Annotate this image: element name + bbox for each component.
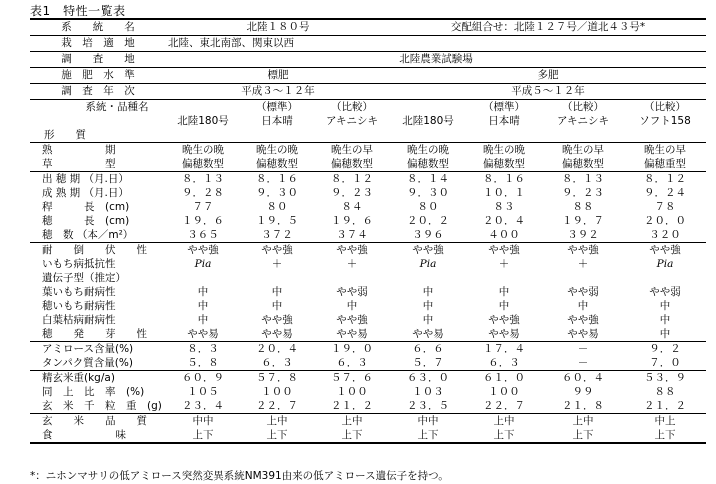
cell-value: １００ [488,385,520,398]
row-label: 穂 数 （本／m²） [30,228,166,243]
note-1 [166,100,240,115]
place-value: 北陸農業試験場 [166,52,706,68]
cross-value: 交配組合せ：北陸１２７号／道北４３号* [390,19,706,36]
cell-value: ８．１３ [182,172,224,185]
cell-value: ２１．８ [542,399,624,414]
cell-value: ７８ [654,200,676,213]
table-row [30,414,706,429]
cell-value: ２１．２ [624,399,706,414]
cell-value: やや強 [412,243,444,256]
cell-value: ９．３０ [256,186,298,199]
cell-value: 中 [197,285,209,298]
table-row [30,342,706,357]
cell-value [166,271,240,285]
year-label: 調 査 年 次 [30,84,166,100]
cell-value: ９．２３ [331,186,373,199]
table-row [30,299,706,313]
table-row [30,327,706,342]
cell-value: ６１．０ [483,371,526,384]
cell-value: 上下 [166,428,240,443]
cell-value: ＋ [346,257,358,270]
table-row [30,428,706,443]
note-2: （標準） [256,100,298,113]
cell-value: ９．２ [649,342,681,355]
cell-value: やや強 [649,243,681,256]
cell-value: ２０．２ [407,214,450,227]
row-label: 同 上 比 率 (%) [42,385,145,398]
form-label: 形 質 [30,128,166,143]
data-rows [30,143,706,444]
cell-value: ７．０ [624,356,706,371]
cell-value: ６．３ [240,356,314,371]
cell-value: ２０．４ [256,342,298,355]
cell-value: － [542,356,624,371]
row-label: いもち病抵抗性 [42,257,116,270]
cell-value: やや強 [488,243,520,256]
cell-value: 偏穂数型 [240,157,314,172]
cell-value: ２０．０ [644,214,687,227]
footnote: *：ニホンマサリの低アミロース突然変異系統NM391由来の低アミロース遺伝子を持つ。 [30,470,449,482]
cell-value: やや易 [466,327,542,342]
cell-value: 中 [271,299,283,312]
cell-value: ２２．７ [240,399,314,414]
cell-value: ３９６ [390,228,466,243]
cell-value: ８．１２ [644,172,687,185]
year-high: 平成５〜１２年 [390,84,706,100]
cell-value: ５７．６ [331,371,373,384]
cell-value: ６３．０ [407,371,450,384]
cell-value: 上下 [466,428,542,443]
cell-value: １０．１ [483,186,526,199]
cell-value: ６０．４ [562,371,605,384]
variety-5: 日本晴 [488,114,520,127]
cell-value: ５．７ [390,356,466,371]
cell-value: 晩生の晩 [256,143,298,156]
cell-value: 中 [577,299,589,312]
cell-value: 中上 [654,414,676,427]
row-label: 葉いもち耐病性 [42,285,116,298]
cell-value: ８０ [266,200,288,213]
cell-value: １９．０ [331,342,373,355]
cell-value: 晩生の晩 [407,143,450,156]
cell-value: ８．１６ [483,172,526,185]
table-row [30,257,706,271]
row-label: 耐 倒 伏 性 [42,243,147,256]
row-label: 精玄米重(kg/a) [42,371,115,384]
cell-value: ５３．９ [644,371,687,384]
note-5: （標準） [483,100,526,113]
cell-value: ８．１３ [562,172,605,185]
cell-value: 中 [271,285,283,298]
cell-value: やや強 [261,313,293,326]
cell-value: ２２．７ [466,399,542,414]
cell-value: 上下 [542,428,624,443]
cell-value: ６．６ [412,342,444,355]
cell-value: 中 [197,313,209,326]
note-6: （比較） [562,100,605,113]
cell-value: 上中 [266,414,288,427]
cell-value: ＋ [577,257,589,270]
cell-value: 中中 [192,414,214,427]
row-label: 熟 期 [42,143,116,156]
cell-value: 上中 [493,414,515,427]
cell-value: ３９２ [542,228,624,243]
cell-value: ２１．２ [314,399,390,414]
cell-value: やや強 [336,243,368,256]
cell-value: 偏穂重型 [624,157,706,172]
table-row [30,143,706,158]
cell-value: １０３ [412,385,444,398]
cell-value: 晩生の晩 [483,143,526,156]
cell-value: 上下 [390,428,466,443]
row-label: アミロース含量(%) [42,342,134,355]
cell-value: やや強 [187,243,219,256]
cell-value: １９．６ [182,214,224,227]
table-row [30,243,706,258]
cell-value: ６．３ [466,356,542,371]
fert-high: 多肥 [390,68,706,84]
row-label: 遺伝子型（推定） [42,271,126,284]
cell-value: 中 [659,313,671,326]
cell-value: 中 [422,299,434,312]
cell-value: ８８ [572,200,594,213]
row-label: 玄 米 千 粒 重 (g) [30,399,166,414]
cell-value: ９．２４ [644,186,687,199]
row-label: 白葉枯病耐病性 [42,313,116,326]
cell-value [240,271,314,285]
table-row [30,200,706,214]
cell-value: やや易 [166,327,240,342]
cell-value: 晩生の晩 [182,143,224,156]
table-title: 表1 特性一覧表 [30,4,126,18]
cell-value: ３２０ [624,228,706,243]
cell-value: ８０ [417,200,439,213]
cell-value: 中 [422,313,434,326]
row-label: 穂いもち耐病性 [42,299,116,312]
variety-2: 日本晴 [261,114,293,127]
cell-value: やや強 [488,313,520,326]
cell-value: ３６５ [166,228,240,243]
cell-value: やや弱 [649,285,681,298]
cell-value: 中 [197,299,209,312]
cell-value: １９．６ [331,214,373,227]
cell-value: 中 [346,299,358,312]
cell-value: やや易 [542,327,624,342]
variety-7: ソフト158 [639,114,691,127]
note-4 [390,100,466,115]
year-std: 平成３〜１２年 [166,84,390,100]
row-label: 稈 長 (cm) [42,200,130,213]
cell-value: ９９ [572,385,594,398]
cell-value: ８．３ [187,342,219,355]
cell-value: 偏穂数型 [314,157,390,172]
cell-value: ３７４ [314,228,390,243]
variety-3: アキニシキ [325,114,379,127]
cell-value: ３７２ [240,228,314,243]
row-label: 成 熟 期 （月.日） [42,186,129,199]
cell-value: 中 [659,299,671,312]
cell-value [466,271,542,285]
table-row [30,228,706,243]
cell-value: 偏穂数型 [466,157,542,172]
cell-value: ＋ [271,257,283,270]
row-label: 出 穂 期 （月.日） [42,172,129,185]
cell-value: 上下 [240,428,314,443]
cell-value: １００ [261,385,293,398]
cell-value: 中 [498,299,510,312]
cell-value: ９．２３ [562,186,605,199]
row-label: タンパク質含量(%) [30,356,166,371]
cell-value: ８．１４ [407,172,450,185]
cell-value: ２３．４ [166,399,240,414]
note-3: （比較） [331,100,373,113]
table-row [30,157,706,172]
fert-std: 標肥 [166,68,390,84]
cell-value: 中中 [417,414,439,427]
keitou-label: 系 統 名 [30,19,166,36]
table-row [30,186,706,200]
cell-value [314,271,390,285]
cell-value: ４００ [466,228,542,243]
cell-value: やや弱 [336,285,368,298]
cell-value: ５．８ [166,356,240,371]
cell-value: 中 [624,327,706,342]
cell-value: Pia [419,257,437,270]
cell-value: １７．４ [483,342,526,355]
cell-value [624,271,706,285]
cell-value: Pia [194,257,212,270]
cell-value: 中 [422,285,434,298]
note-7: （比較） [644,100,687,113]
cell-value: 晩生の早 [562,143,605,156]
cell-value: ６．３ [314,356,390,371]
cell-value: ＋ [498,257,510,270]
row-label: 穂 長 (cm) [42,214,130,227]
cell-value: ２０．４ [483,214,526,227]
cell-value: ７７ [192,200,214,213]
row-label: 玄 米 品 質 [42,414,147,427]
cell-value: ８４ [341,200,363,213]
cell-value: １００ [336,385,368,398]
table-row [30,271,706,285]
cell-value: 晩生の早 [331,143,373,156]
cell-value: ２３．５ [390,399,466,414]
variety-label: 系統・品種名 [85,100,149,113]
cell-value: １０５ [187,385,219,398]
characteristics-table [30,18,706,444]
row-label: 穂 発 芽 性 [30,327,166,342]
cell-value: やや易 [390,327,466,342]
cell-value: 中 [498,285,510,298]
variety-4: 北陸180号 [402,114,454,127]
table-row [30,172,706,187]
cell-value: ８．１６ [256,172,298,185]
cell-value: １９．７ [562,214,605,227]
table-row [30,285,706,299]
fert-label: 施 肥 水 準 [30,68,166,84]
cell-value: ９．３０ [407,186,450,199]
table-row [30,214,706,228]
row-label: 草 型 [30,157,166,172]
cell-value: やや強 [261,243,293,256]
cell-value: 上中 [341,414,363,427]
cell-value: ９．２８ [182,186,224,199]
table-row [30,356,706,371]
cell-value: ８３ [493,200,515,213]
cell-value: 上下 [624,428,706,443]
cell-value: ５７．８ [256,371,298,384]
table-row [30,399,706,414]
cell-value: 偏穂数型 [166,157,240,172]
table-row [30,385,706,399]
row-label: 食 味 [30,428,166,443]
cell-value: 上下 [314,428,390,443]
cell-value: 偏穂数型 [542,157,624,172]
area-label: 栽 培 適 地 [30,36,166,52]
table-row [30,371,706,386]
cell-value: やや強 [567,313,599,326]
variety-6: アキニシキ [556,114,610,127]
cell-value: １９．５ [256,214,298,227]
cell-value [390,271,466,285]
cell-value: やや弱 [567,285,599,298]
place-label: 調 査 地 [30,52,166,68]
table-row [30,313,706,327]
variety-1: 北陸180号 [177,114,229,127]
cell-value: やや強 [567,243,599,256]
cell-value: やや易 [314,327,390,342]
cell-value: 偏穂数型 [390,157,466,172]
cell-value: ８８ [654,385,676,398]
cell-value: － [577,342,589,355]
cell-value [542,271,624,285]
cell-value: ６０．９ [182,371,224,384]
cell-value: 晩生の早 [644,143,687,156]
area-value: 北陸、東北南部、関東以西 [166,36,706,52]
cell-value: Pia [656,257,674,270]
cell-value: 上中 [572,414,594,427]
keitou-value: 北陸１８０号 [166,19,390,36]
cell-value: やや易 [240,327,314,342]
cell-value: ８．１２ [331,172,373,185]
cell-value: やや強 [336,313,368,326]
